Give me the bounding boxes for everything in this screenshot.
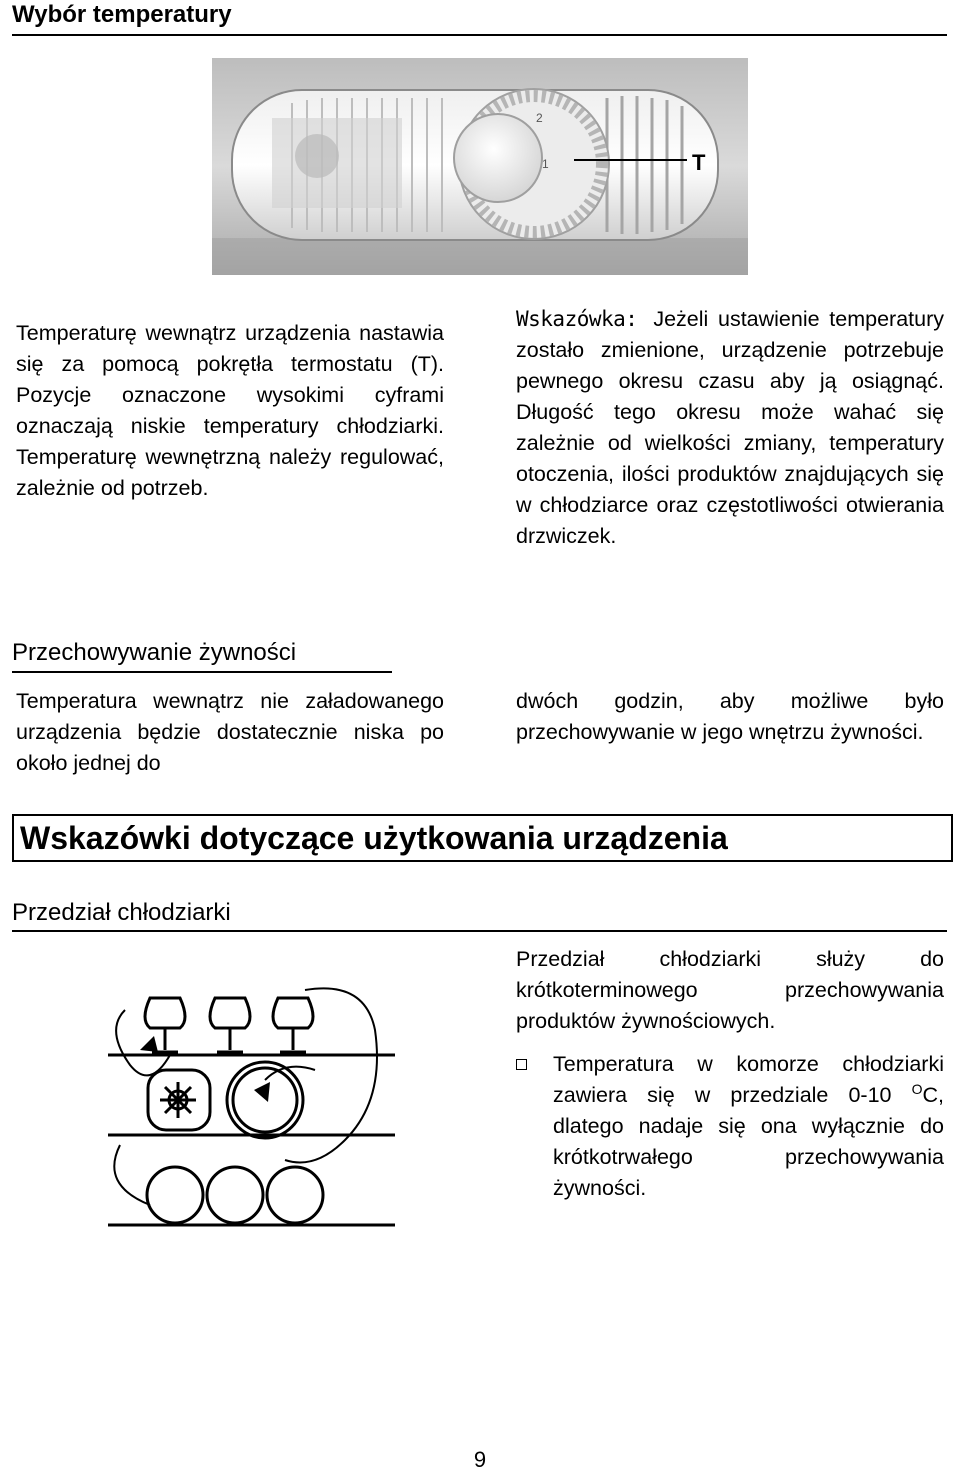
tip-text: Jeżeli ustawienie temperatury zostało zmienione, urządzenie potrzebuje pewnego okresu czasu aby ją osiągnąć. Długość tego okresu może wahać się zależnie od wielkości zmiany, temperatury otoczenia, ilości produktów znajdujących się w chłodziarce oraz częstotliwości otwierania drzwiczek. <box>516 307 944 548</box>
temperature-paragraph: Temperaturę wewnątrz urządzenia nastawia się za pomocą pokrętła termostatu (T). Pozycje oznaczone wysokimi cyframi oznaczają niskie temperatury chłodziarki. Temperaturę wewnętrzną należy regulować, zależnie od potrzeb. <box>16 321 444 500</box>
svg-text:1: 1 <box>542 157 549 171</box>
storage-paragraph-right: dwóch godzin, aby możliwe było przechowywanie w jego wnętrzu żywności. <box>516 689 944 744</box>
thermostat-label: T <box>692 150 706 175</box>
bullet-text-part-b: C, dlatego nadaje się ona wyłącznie do krótkotrwałego przechowywania żywności. <box>553 1083 944 1200</box>
bullet-paragraph <box>553 1049 944 1204</box>
heading-usage-tips: Wskazówki dotyczące użytkowania urządzenia <box>12 814 953 862</box>
bullet-text-part-a: Temperatura w komorze chłodziarki zawiera się w przedziale 0-10 <box>553 1052 944 1107</box>
bullet-checkbox-icon <box>516 1059 527 1070</box>
svg-text:2: 2 <box>536 111 543 125</box>
heading-fridge-compartment: Przedział chłodziarki <box>12 898 947 932</box>
thermostat-photo <box>212 58 748 275</box>
heading-temperature-selection: Wybór temperatury <box>12 0 947 36</box>
bullet-item <box>516 1049 944 1204</box>
fridge-diagram <box>50 970 410 1230</box>
storage-paragraph-left: Temperatura wewnątrz nie załadowanego urządzenia będzie dostatecznie niska po około jednej do <box>16 689 444 775</box>
degree-superscript: O <box>911 1080 923 1097</box>
page-number: 9 <box>473 1447 487 1472</box>
fridge-airflow-illustration <box>50 970 410 1230</box>
tip-paragraph <box>516 304 944 552</box>
tip-label: Wskazówka: <box>516 307 638 331</box>
fridge-intro-paragraph: Przedział chłodziarki służy do krótkoterminowego przechowywania produktów żywnościowych. <box>516 947 944 1033</box>
thermostat-illustration <box>212 58 748 275</box>
heading-food-storage: Przechowywanie żywności <box>12 638 392 673</box>
